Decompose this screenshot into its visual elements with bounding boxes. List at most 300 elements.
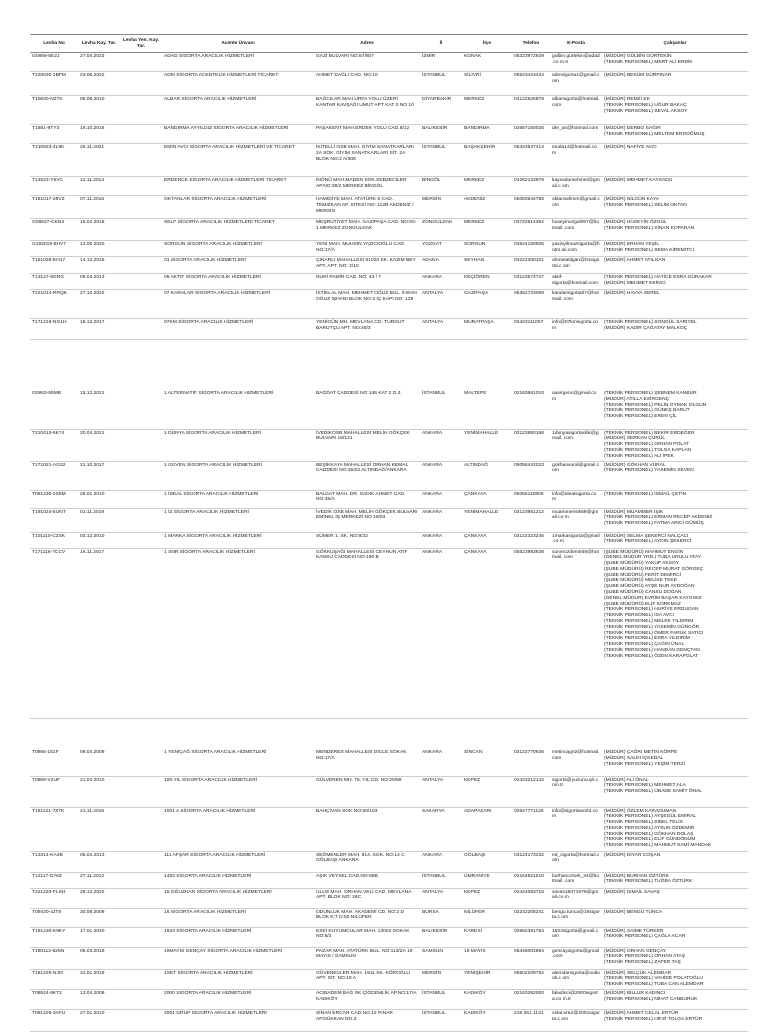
table-body — [30, 390, 748, 718]
agency-table — [30, 749, 748, 1032]
ilce-cell: MALTEPE — [462, 390, 512, 429]
acente-unvani-cell: 1 ALTERNATİF SİGORTA ARACILIK HİZMETLERİ — [162, 390, 314, 429]
adres-cell: AŞIK VEYSEL CAD.NO:68B — [314, 872, 420, 888]
il-cell: ANKARA — [420, 490, 462, 508]
calisanlar-cell — [602, 548, 748, 718]
employee-entry: (TEKNİK PERSONEL) ERMAN RECEP AKDENİZ — [604, 515, 713, 521]
e-posta-cell: gokhanvural@gmail.com — [550, 461, 602, 490]
il-cell: MERSİN — [420, 196, 462, 219]
telefon-cell: 03722514392 — [512, 219, 550, 241]
telefon-cell: 05523423434 — [512, 72, 550, 96]
employee-entry: (TEKNİK PERSONEL) ORHAN POLAT — [604, 442, 689, 448]
ilce-cell: KEÇİÖREN — [462, 274, 512, 290]
calisanlar-cell — [602, 508, 748, 532]
acente-unvani-cell: 19MAYIS GENÇAY SİGORTA ARACILIK HİZMETLERİ — [162, 947, 314, 969]
ilce-cell: SORGUN — [462, 241, 512, 257]
calisanlar-cell — [602, 807, 748, 851]
calisanlar-cell — [602, 219, 748, 241]
calisanlar-cell — [602, 927, 748, 947]
table-row — [30, 196, 748, 219]
employee-entry: (MÜDÜR) MEHMET EKİNCİ — [604, 280, 666, 286]
yenileme-tarihi-cell — [120, 319, 162, 340]
header-e-posta: E-Posta — [550, 35, 602, 53]
telefon-cell: 02163262000 — [512, 989, 550, 1009]
kayit-tarihi-cell: 26.11.2021 — [78, 144, 120, 177]
yenileme-tarihi-cell — [120, 1009, 162, 1031]
employee-entry: (TEKNİK PERSONEL) MELEK YILDIRIM — [604, 619, 694, 625]
acente-unvani-cell: 06 AKTİF SİGORTA ARACILIK HİZMETLERİ — [162, 274, 314, 290]
kayit-tarihi-cell: 17.01.2020 — [78, 927, 120, 947]
employee-entry: (ŞUBE MÜDÜRÜ) CANSU DOĞAN — [604, 590, 682, 596]
levha-no-cell: T1681-9TY3 — [30, 125, 78, 144]
employee-entry: (MÜDÜR) ERHAN YEŞİL — [604, 242, 660, 247]
employee-entry: (MÜDÜR) ATİLLA ESİRGENÇ — [604, 396, 670, 402]
acente-unvani-cell: 15 OĞUZHAN SİGORTA ARACILIK HİZMETLERİ — [162, 888, 314, 908]
e-posta-cell: kaysadumehmet@gmail.c om — [550, 177, 602, 196]
telefon-cell: 04122525879 — [512, 96, 550, 125]
levha-no-cell: T191230-K9KY — [30, 927, 78, 947]
calisanlar-cell — [602, 72, 748, 96]
levha-no-cell: T101110-C2SK — [30, 532, 78, 548]
acente-unvani-cell: 2001 GRUP SİGORTA ARACILIK HİZMETLERİ — [162, 1009, 314, 1031]
employee-entry: (TEKNİK PERSONEL) BEKİR ERDEĞER — [604, 430, 695, 436]
yenileme-tarihi-cell — [120, 947, 162, 969]
table-row — [30, 548, 748, 718]
employee-entry: (TEKNİK PERSONEL) NİHAT CANBURUK — [604, 996, 698, 1002]
kayit-tarihi-cell: 21.11.2016 — [78, 807, 120, 851]
ilce-cell: BAŞAKŞEHİR — [462, 144, 512, 177]
levha-no-cell: T191024-5UNT — [30, 508, 78, 532]
calisanlar-cell — [602, 177, 748, 196]
adres-cell: MENDERES MAHALLESİ DİCLE SOKAK NO:17/A — [314, 749, 420, 776]
adres-cell: HAMIDİYE MAH. ATATÜRK 8 CAD. TEMİZKAN AP. SİTESİ NO: 112B AKDENİZ / MERSİN — [314, 196, 420, 219]
il-cell: ANKARA — [420, 548, 462, 718]
employee-entry: (TEKNİK PERSONEL) YEŞİM TERZİ — [604, 761, 685, 767]
employee-entry: (TEKNİK PERSONEL) HATİCE ESRA GÜRAKAR — [604, 275, 712, 280]
employee-entry: (TEKNİK PERSONEL) MELTEM ERDOĞMUŞ — [604, 131, 705, 137]
yenileme-tarihi-cell — [120, 257, 162, 274]
kayit-tarihi-cell: 27.11.2012 — [78, 872, 120, 888]
telefon-cell: 05448004884 — [512, 947, 550, 969]
acente-unvani-cell: 1453 SİGORTA ARACILIK HİZMETLERİ — [162, 872, 314, 888]
calisanlar-cell — [602, 196, 748, 219]
acente-unvani-cell: ALBAR SİGORTA ARACILIK HİZMETLERİ — [162, 96, 314, 125]
yenileme-tarihi-cell — [120, 125, 162, 144]
table-row — [30, 490, 748, 508]
acente-unvani-cell: 1 SNR SİGORTA ARACILIK HİZMETLERİ — [162, 548, 314, 718]
adres-cell: AHMET DAĞLI CAD. NO:10 — [314, 72, 420, 96]
ilce-cell: ÜMRANİYE — [462, 872, 512, 888]
table-row — [30, 290, 748, 319]
acente-unvani-cell: 1 YENİÇAĞ SİGORTA ARACILIK HİZMETLERİ — [162, 749, 314, 776]
telefon-cell: 02242205241 — [512, 908, 550, 927]
employee-entry: (TEKNİK PERSONEL) SONGÜL SARIYEL — [604, 320, 697, 325]
e-posta-cell: sonerozdemir58@hotmail. com — [550, 548, 602, 718]
ilce-cell: SİLİVRİ — [462, 72, 512, 96]
acente-unvani-cell: SORGUN SİGORTA ARACILIK HİZMETLERİ — [162, 241, 314, 257]
telefon-cell: 02423212142 — [512, 776, 550, 807]
kayit-tarihi-cell: 26.01.2010 — [78, 490, 120, 508]
il-cell: DİYARBAKIR — [420, 96, 462, 125]
table-row — [30, 947, 748, 969]
e-posta-cell: oktanselimm@gmail.com — [550, 196, 602, 219]
table-row — [30, 241, 748, 257]
adres-cell: İNÖNÜ MAH.MADEN SOK.SEBZECİLER AP.NO:28/2 MERKEZ BİNGÖL — [314, 177, 420, 196]
ilce-cell: AKDENİZ — [462, 196, 512, 219]
acente-unvani-cell: EMİN AVCI SİGORTA ARACILIK HİZMETLERİ VE TİCARET — [162, 144, 314, 177]
employee-entry: (TEKNİK PERSONEL) AYŞEGÜL EMİRAL — [604, 814, 697, 820]
table-row — [30, 53, 748, 72]
ilce-cell: KEPEZ — [462, 776, 512, 807]
table-row — [30, 144, 748, 177]
yenileme-tarihi-cell — [120, 776, 162, 807]
adres-cell: YENİGÜN MH. MEVLANA CD. TURGUT BARUTÇU APT. NO:46/3 — [314, 319, 420, 340]
acente-unvani-cell: ERDENCE SİGORTA ARACILIK HİZMETLERİ TİCARET — [162, 177, 314, 196]
header-levha-yen-tar: Levha Yen. Kay. Tar. — [120, 35, 162, 53]
calisanlar-cell — [602, 274, 748, 290]
telefon-cell: 03122770636 — [512, 749, 550, 776]
calisanlar-cell — [602, 947, 748, 969]
table-row — [30, 461, 748, 490]
e-posta-cell: info@sigortaworld.com — [550, 807, 602, 851]
il-cell: ANTALYA — [420, 319, 462, 340]
telefon-cell: 05056110806 — [512, 490, 550, 508]
employee-entry: (MÜDÜR) BURHAN ÖZTÜRK — [604, 873, 669, 879]
kayit-tarihi-cell: 21.04.2010 — [78, 776, 120, 807]
kayit-tarihi-cell: 01.11.2019 — [78, 508, 120, 532]
levha-no-cell: T161017-28VZ — [30, 196, 78, 219]
e-posta-cell: alemdarsigorta@outlook.c om — [550, 969, 602, 989]
il-cell: İSTANBUL — [420, 144, 462, 177]
telefon-cell: 05523983638 — [512, 548, 550, 718]
employee-entry: (TEKNİK PERSONEL) SEMA KİREMİTCİ — [604, 247, 694, 253]
levha-no-cell: T14523-Y5VC — [30, 177, 78, 196]
levha-no-cell: T091230-2S8M — [30, 490, 78, 508]
employee-entry: (MÜDÜR) DERBO SAĞIR — [604, 126, 661, 131]
employee-entry: (TEKNİK PERSONEL) EREN ÇİL — [604, 414, 677, 420]
levha-no-cell: T0866-151F — [30, 749, 78, 776]
yenileme-tarihi-cell — [120, 241, 162, 257]
yenileme-tarihi-cell — [120, 749, 162, 776]
kayit-tarihi-cell: 27.04.2023 — [78, 53, 120, 72]
kayit-tarihi-cell: 20.04.2021 — [78, 429, 120, 461]
e-posta-cell: admsigorta1@gmail.com — [550, 72, 602, 96]
acente-unvani-cell: 1 İDEAL SİGORTA ARACILIK HİZMETLERİ — [162, 490, 314, 508]
ilce-cell: KARESİ — [462, 927, 512, 947]
acente-unvani-cell: SELF SİGORTA ARACILIK HİZMETLERİ TİCARET — [162, 219, 314, 241]
ilce-cell: ALTINDAĞ — [462, 461, 512, 490]
calisanlar-cell — [602, 257, 748, 274]
levha-no-cell: T171218-NG1H — [30, 319, 78, 340]
employee-entry: (TEKNİK PERSONEL) ELİF GÜNDÖNÜM — [604, 837, 696, 843]
acente-unvani-cell: ADAD SİGORTA ARACILIK HİZMETLERİ — [162, 53, 314, 72]
levha-no-cell: T221220-FLSH — [30, 888, 78, 908]
acente-unvani-cell: 1SET SİGORTA ARACILIK HİZMETLERİ — [162, 969, 314, 989]
agency-table — [30, 34, 748, 340]
employee-entry: (MÜDÜR) SELMA ŞEKERCİ NALÇACI — [604, 533, 689, 539]
telefon-cell: 03222300101 — [512, 257, 550, 274]
telefon-cell: 02164821510 — [512, 872, 550, 888]
adres-cell: BAĞCILAR MAH.URFA YOLU ÜZERİ KANTAR KAVŞAĞI UMUT APT KAT 2 NO 10 — [314, 96, 420, 125]
kayit-tarihi-cell: 15.02.2018 — [78, 219, 120, 241]
kayit-tarihi-cell: 16.11.2017 — [78, 548, 120, 718]
employee-entry: (MÜDÜR) BİLLUR KADINCI — [604, 990, 666, 996]
kayit-tarihi-cell: 13.04.2009 — [78, 989, 120, 1009]
table-row — [30, 177, 748, 196]
il-cell: BALIKESİR — [420, 125, 462, 144]
table-section-1 — [30, 34, 748, 340]
telefon-cell: 05323972929 — [512, 53, 550, 72]
employee-entry: (MÜDÜR) DİYAR COŞAN — [604, 852, 661, 858]
employee-entry: (MÜDÜR) MUAMMER IŞIK — [604, 509, 664, 515]
table-row — [30, 96, 748, 125]
header-telefon: Telefon — [512, 35, 550, 53]
calisanlar-cell — [602, 319, 748, 340]
employee-entry: (TEKNİK PERSONEL) HURİYE ERDUGAN — [604, 607, 699, 613]
calisanlar-cell — [602, 53, 748, 72]
il-cell: ANKARA — [420, 429, 462, 461]
employee-entry: (MÜDÜR) İSMAİL SAVAŞ — [604, 889, 660, 895]
il-cell: İSTANBUL — [420, 390, 462, 429]
table-row — [30, 1009, 748, 1031]
acente-unvani-cell: 16 SİGORTA ARACILIK HİZMETLERİ — [162, 908, 314, 927]
ilce-cell: YENİMAHALLE — [462, 429, 512, 461]
employee-entry: (TEKNİK PERSONEL) HANDAN GENÇTAN — [604, 648, 700, 654]
e-posta-cell: albarsigorta@hotmail.com — [550, 96, 602, 125]
employee-entry: (TEKNİK PERSONEL) VAHİDE POLATOĞLU — [604, 976, 703, 982]
employee-entry: (TEKNİK PERSONEL) HİFZİ TOLGA ERTÜR — [604, 1016, 703, 1022]
employee-entry: (TEKNİK PERSONEL) ÜBADE SAMİT ÖNAL — [604, 789, 703, 795]
kayit-tarihi-cell: 06.03.2019 — [78, 947, 120, 969]
table-section-3 — [30, 749, 748, 1032]
employee-entry: (TEKNİK PERSONEL) ALİ İPEK — [604, 453, 674, 459]
adres-cell: GÖKKUŞAĞI MAHALLESİ CEYHUN ATIF KANSU CADDESİ NO:190 B — [314, 548, 420, 718]
employee-entry: (TEKNİK PERSONEL) ZAFER TAŞ — [604, 960, 681, 966]
employee-entry: (TEKNİK PERSONEL) SİNAN KOPARAN — [604, 225, 695, 231]
employee-entry: (ŞUBE MÜDÜRÜ) FERİT DEMİRCİ — [604, 572, 682, 578]
yenileme-tarihi-cell — [120, 989, 162, 1009]
adres-cell: İVEDİKOSB MAHALLESİ MELİH GÖKÇEK BULVARI 18/121 — [314, 429, 420, 461]
il-cell: ANTALYA — [420, 290, 462, 319]
yenileme-tarihi-cell — [120, 96, 162, 125]
yenileme-tarihi-cell — [120, 429, 162, 461]
adres-cell: ODUNLUK MAH. AKADEMİ CD. NO:2 D BLOK K:7 D:50 NİLÜFER — [314, 908, 420, 927]
e-posta-cell: celal.ertur@2001sigorta.c om — [550, 1009, 602, 1031]
table-row — [30, 749, 748, 776]
table-row — [30, 429, 748, 461]
employee-entry: (TEKNİK PERSONEL) AYDIN ŞEKERCİ — [604, 539, 692, 545]
telefon-cell: 02424083715 — [512, 888, 550, 908]
kayit-tarihi-cell: 23.06.2022 — [78, 72, 120, 96]
ilce-cell: SİNCAN — [462, 749, 512, 776]
il-cell: İSTANBUL — [420, 989, 462, 1009]
employee-entry: (TEKNİK PERSONEL) YASEMİN SEVEN — [604, 468, 694, 474]
employee-entry: (TEKNİK PERSONEL) ÇAĞIN ÜNAL — [604, 642, 685, 648]
adres-cell: BAĞDAT CADDESİ NO 146 KAT 2 D.3 — [314, 390, 420, 429]
levha-no-cell: G08527-CKN3 — [30, 219, 78, 241]
ilce-cell: SEYHAN — [462, 257, 512, 274]
acente-unvani-cell: 1 GÜVEN SİGORTA ARACILIK HİZMETLERİ — [162, 461, 314, 490]
employee-entry: (MÜDÜR) KADİR ÇAĞATAY MALKOÇ — [604, 325, 688, 331]
telefon-cell: 05056442023 — [512, 461, 550, 490]
employee-entry: (GENEL MÜDÜR) EVRİM BAŞAR KAYGISIZ — [604, 595, 702, 601]
calisanlar-cell — [602, 96, 748, 125]
yenileme-tarihi-cell — [120, 490, 162, 508]
employee-entry: (TEKNİK PERSONEL) PELİN OYMAK OLGUN — [604, 402, 707, 408]
header-ilce: İlçe — [462, 35, 512, 53]
employee-entry: (ŞUBE MÜDÜRÜ) ELİF KORKMAZ — [604, 601, 681, 607]
kayit-tarihi-cell: 15.12.2021 — [78, 390, 120, 429]
ilce-cell: ÇANKAYA — [462, 548, 512, 718]
levha-no-cell: T12117-D76Z — [30, 872, 78, 888]
yenileme-tarihi-cell — [120, 53, 162, 72]
yenileme-tarihi-cell — [120, 290, 162, 319]
e-posta-cell: burhanozturk_34@hotmail .com — [550, 872, 602, 888]
employee-entry: (MÜDÜR) AHMET CELAL ERTÜR — [604, 1010, 679, 1016]
ilce-cell: KEPEZ — [462, 888, 512, 908]
employee-entry: (MÜDÜR) NİLGÜN KAYA — [604, 197, 659, 202]
kayit-tarihi-cell: 28.12.2022 — [78, 888, 120, 908]
calisanlar-cell — [602, 125, 748, 144]
employee-entry: (TEKNİK PERSONEL) FATMA ARICI GÜMÜŞ — [604, 521, 704, 527]
adres-cell: GAZİ BULVARI NO:87/807 — [314, 53, 420, 72]
table-row — [30, 807, 748, 851]
employee-entry: (ŞUBE MÜDÜRÜ) AYŞE NUR AYDOĞAN — [604, 584, 695, 590]
yenileme-tarihi-cell — [120, 219, 162, 241]
employee-entry: (TEKNİK PERSONEL) ÇAĞLA ACAR — [604, 934, 686, 940]
yenileme-tarihi-cell — [120, 508, 162, 532]
yenileme-tarihi-cell — [120, 969, 162, 989]
yenileme-tarihi-cell — [120, 461, 162, 490]
calisanlar-cell — [602, 908, 748, 927]
ilce-cell: YENİŞEHİR — [462, 969, 512, 989]
employee-entry: (TEKNİK PERSONEL) UĞUR BAKAÇ — [604, 102, 687, 108]
levha-no-cell: T08524-8KT2 — [30, 989, 78, 1009]
calisanlar-cell — [602, 872, 748, 888]
employee-entry: (TEKNİK PERSONEL) SİBEL TELİS — [604, 820, 683, 826]
ilce-cell: ÇANKAYA — [462, 532, 512, 548]
adres-cell: PAŞAKENT MAH.ERDEK YOLU CAD.8/12 — [314, 125, 420, 144]
ilce-cell: MERKEZ — [462, 96, 512, 125]
levha-no-cell: T161121-7Z7K — [30, 807, 78, 851]
acente-unvani-cell: 2000 SİGORTA ARACILIK HİZMETLERİ — [162, 989, 314, 1009]
employee-entry: (MÜDÜR) NAFİYE AVCI — [604, 145, 657, 150]
table-body — [30, 749, 748, 1031]
calisanlar-cell — [602, 490, 748, 508]
table-row — [30, 319, 748, 340]
adres-cell: BEŞİKKAYA MAHALLESİ ORHAN KEMAL CADDESİ NO:353/2 ALTINDAĞ/ANKARA — [314, 461, 420, 490]
header-acente-unvani: Acente Ünvanı — [162, 35, 314, 53]
adres-cell: PAZAR MAH. ATATÜRK BUL. NO:113/ZA 19 MAYIS / SAMSUN — [314, 947, 420, 969]
header-adres: Adres — [314, 35, 420, 53]
employee-entry: (TEKNİK PERSONEL) TUBA CAN ALEMDAR — [604, 982, 704, 988]
table-row — [30, 927, 748, 947]
employee-entry: (MÜDÜR) BESÜM GÜRPINAR — [604, 73, 672, 78]
employee-entry: (MÜDÜR) ÖZLEM KARADUMAN — [604, 808, 677, 814]
kayit-tarihi-cell: 12.11.2014 — [78, 177, 120, 196]
levha-no-cell: T210413-6K74 — [30, 429, 78, 461]
calisanlar-cell — [602, 1009, 748, 1031]
kayit-tarihi-cell: 07.11.2016 — [78, 196, 120, 219]
e-posta-cell: der_as@hotmail.com — [550, 125, 602, 144]
telefon-cell: 02647771126 — [512, 807, 550, 851]
employee-entry: (ŞUBE MÜDÜRÜ) RECEP MURAT GÖRGEÇ — [604, 566, 704, 572]
il-cell: ANKARA — [420, 851, 462, 872]
kayit-tarihi-cell: 31.01.2019 — [78, 969, 120, 989]
ilce-cell: ADAPAZARI — [462, 807, 512, 851]
il-cell: ZONGULDAK — [420, 219, 462, 241]
calisanlar-cell — [602, 429, 748, 461]
employee-entry: (TEKNİK PERSONEL) SELİM OKTAN — [604, 202, 687, 208]
telefon-cell: 216 361 1131 — [512, 1009, 550, 1031]
ilce-cell: ÇANKAYA — [462, 490, 512, 508]
acente-unvani-cell: BANDIRMA AYYILDIZ SİGORTA ARACILIK HİZMETLERİ — [162, 125, 314, 144]
levha-no-cell: T13127-9GRG — [30, 274, 78, 290]
kayit-tarihi-cell: 09.04.2009 — [78, 749, 120, 776]
table-row — [30, 508, 748, 532]
kayit-tarihi-cell: 05.08.2010 — [78, 96, 120, 125]
il-cell: ANKARA — [420, 508, 462, 532]
adres-cell: ÇINARLI MAHALLESİ 61020 SK. KAZIM BEY APT. APT. NO: 2/10 — [314, 257, 420, 274]
telefon-cell: 03124173232 — [512, 851, 550, 872]
header-il: İl — [420, 35, 462, 53]
calisanlar-cell — [602, 888, 748, 908]
kayit-tarihi-cell: 27.10.2022 — [78, 290, 120, 319]
e-posta-cell: 1markasigorta@gmail.co m — [550, 532, 602, 548]
employee-entry: (MÜDÜR) HAVVA SEREL — [604, 291, 660, 296]
employee-entry: (TEKNİK PERSONEL) ORHAN ATAŞ — [604, 954, 686, 960]
e-posta-cell: info@07kmsigorta.com — [550, 319, 602, 340]
employee-entry: (MÜDÜR) SALİH İÇKEDAL — [604, 755, 664, 761]
table-row — [30, 851, 748, 872]
employee-entry: (TEKNİK PERSONEL) ÖZEN KARAPOLAT — [604, 653, 699, 659]
ilce-cell: KONAK — [462, 53, 512, 72]
adres-cell: GÜVENEVLER MAH. 1911 SK. KÖROĞLU APT. SİT. NO:18 A — [314, 969, 420, 989]
calisanlar-cell — [602, 144, 748, 177]
telefon-cell: 04262133979 — [512, 177, 550, 196]
il-cell: SAMSUN — [420, 947, 462, 969]
e-posta-cell: aasirgenc@gmail.com — [550, 390, 602, 429]
ilce-cell: GÖLBAŞI — [462, 851, 512, 872]
adres-cell: SEĞMENLER MAH. 914. SOK. NO:14 C GÖLBAŞI ANKARA — [314, 851, 420, 872]
header-calisanlar: Çalışanlar — [602, 35, 748, 53]
employee-entry: (MÜDÜR) MEHMET KAYSADU — [604, 178, 673, 183]
acente-unvani-cell: ADM SİGORTA ACENTELİK HİZMETLERİ TİCARET — [162, 72, 314, 96]
il-cell: BİNGÖL — [420, 177, 462, 196]
il-cell: ANKARA — [420, 532, 462, 548]
calisanlar-cell — [602, 969, 748, 989]
ilce-cell: GAZİPAŞA — [462, 290, 512, 319]
yenileme-tarihi-cell — [120, 72, 162, 96]
ilce-cell: 19 MAYIS — [462, 947, 512, 969]
employee-entry: (GENEL MÜDÜR YRD.) TUBA URULU ATAY — [604, 555, 702, 561]
telefon-cell: 05050644756 — [512, 196, 550, 219]
e-posta-cell: huseyinozgul067@hotmail .com — [550, 219, 602, 241]
e-posta-cell: savas15071979@gmail.co m — [550, 888, 602, 908]
employee-entry: (ŞUBE MÜDÜRÜ) MAHMUT ENGİN — [604, 549, 684, 555]
il-cell: ADANA — [420, 257, 462, 274]
levha-no-cell: T171021-AG32 — [30, 461, 78, 490]
employee-entry: (TEKNİK PERSONEL) AYSUN ÖZDEMİR — [604, 825, 695, 831]
il-cell: YOZGAT — [420, 241, 462, 257]
employee-entry: (TEKNİK PERSONEL) İSA AVCI — [604, 613, 675, 619]
levha-no-cell: T091226-3AFU — [30, 1009, 78, 1031]
telefon-cell: 02423111007 — [512, 319, 550, 340]
e-posta-cell: ed_sigorta@hotmail.com — [550, 851, 602, 872]
il-cell: ANTALYA — [420, 776, 462, 807]
e-posta-cell: ahmetatilgan@01sigorta.c om — [550, 257, 602, 274]
table-body — [30, 53, 748, 340]
